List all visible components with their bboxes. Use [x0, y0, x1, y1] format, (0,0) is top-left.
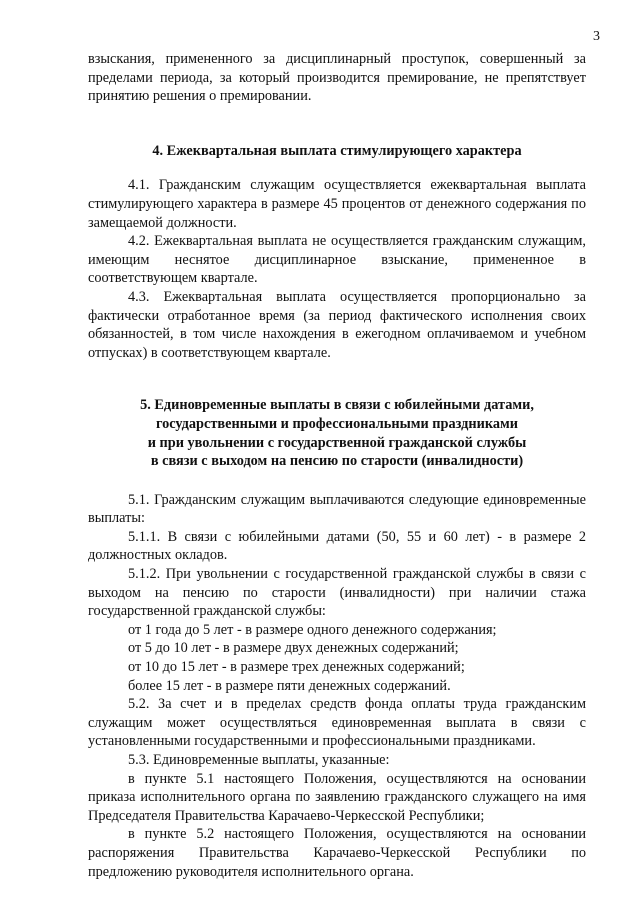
paragraph-4-1: 4.1. Гражданским служащим осуществляется ежеквартальная выплата стимулирующего характера в размере 45 процентов от денежного содержания по замещаемой должности. [88, 177, 586, 231]
paragraph-5-3-b: в пункте 5.2 настоящего Положения, осуществляются на основании распоряжения Правительства Карачаево-Черкесской Республики по предложению руководителя исполнительного органа. [88, 826, 586, 880]
stazh-item: от 1 года до 5 лет - в размере одного денежного содержания; [128, 621, 497, 638]
section-5-heading-line: 5. Единовременные выплаты в связи с юбилейными датами, [140, 397, 534, 414]
paragraph-5-3: 5.3. Единовременные выплаты, указанные: [128, 752, 390, 768]
paragraph-4-3: 4.3. Ежеквартальная выплата осуществляется пропорционально за фактически отработанное время (за период фактического исполнения своих обязанностей, в том числе нахождения в ежегодном оплачиваемом и учебном отпусках) в соответствующем квартале. [88, 288, 586, 361]
section-5-heading-line: государственными и профессиональными праздниками [155, 415, 518, 432]
section-5-heading [88, 396, 586, 470]
intro-paragraph: взыскания, примененного за дисциплинарный проступок, совершенный за пределами периода, за который производится премирование, не препятствует принятию решения о премировании. [88, 51, 586, 105]
paragraph-5-2: 5.2. За счет и в пределах средств фонда оплаты труда гражданским служащим может осуществляться единовременная выплата в связи с установленными государственными и профессиональными праздниками. [88, 696, 586, 750]
document-body [88, 50, 586, 881]
paragraph-5-1: 5.1. Гражданским служащим выплачиваются следующие единовременные выплаты: [88, 491, 586, 527]
paragraph-5-1-1: 5.1.1. В связи с юбилейными датами (50, 55 и 60 лет) - в размере 2 должностных окладов. [88, 528, 586, 564]
paragraph-5-3-a: в пункте 5.1 настоящего Положения, осуществляются на основании приказа исполнительного органа по заявлению гражданского служащего на имя Председателя Правительства Карачаево-Черкесской Республики; [88, 770, 586, 824]
paragraph-4-2: 4.2. Ежеквартальная выплата не осуществляется гражданским служащим, имеющим неснятое дисциплинарное взыскание, примененное в соответствующем квартале. [88, 233, 586, 287]
stazh-item: более 15 лет - в размере пяти денежных содержаний. [128, 677, 451, 694]
section-5-heading-line: в связи с выходом на пенсию по старости (инвалидности) [150, 453, 524, 470]
page-number: 3 [593, 29, 600, 44]
stazh-item: от 10 до 15 лет - в размере трех денежных содержаний; [128, 659, 465, 676]
section-4-heading: 4. Ежеквартальная выплата стимулирующего характера [152, 142, 522, 159]
paragraph-5-1-2: 5.1.2. При увольнении с государственной гражданской службы в связи с выходом на пенсию по старости (инвалидности) при наличии стажа государственной гражданской службы: [88, 566, 586, 620]
stazh-item: от 5 до 10 лет - в размере двух денежных содержаний; [128, 640, 459, 657]
section-5-heading-line: и при увольнении с государственной гражданской службы [147, 434, 527, 451]
